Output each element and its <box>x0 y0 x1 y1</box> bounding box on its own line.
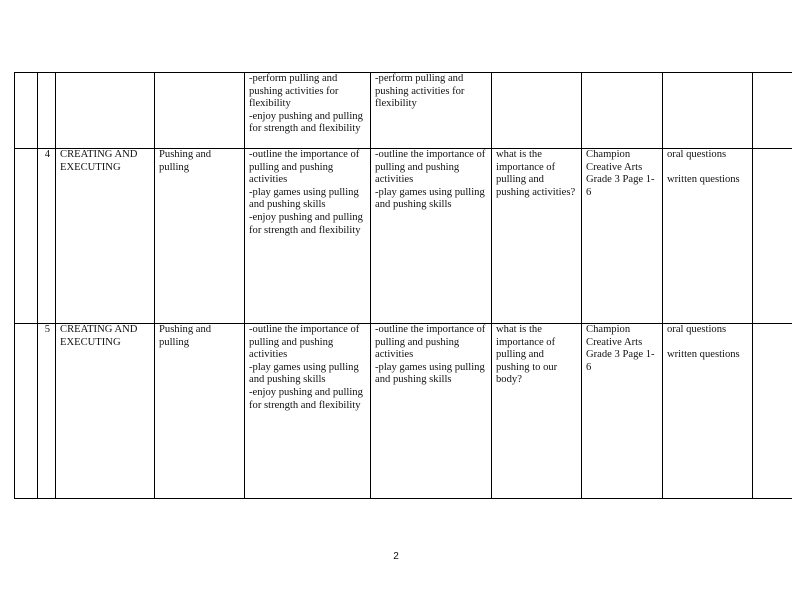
remarks-cell <box>753 73 792 149</box>
learning-outcomes-cell-item: -outline the importance of pulling and pushing activities <box>249 149 360 186</box>
assessment-cell <box>663 149 753 324</box>
strand-cell <box>56 73 155 149</box>
week-cell <box>15 73 38 149</box>
assessment-cell-item: written questions <box>667 349 740 361</box>
resources-cell <box>582 73 663 149</box>
assessment-cell <box>663 324 753 499</box>
learning-experiences-cell-item: -perform pulling and pushing activities for flexibility <box>375 73 465 110</box>
sub-strand-cell <box>155 73 245 149</box>
learning-experiences-cell-item: -outline the importance of pulling and pushing activities <box>375 149 486 186</box>
learning-outcomes-cell-item: -play games using pulling and pushing skills <box>249 361 359 386</box>
learning-outcomes-cell-item: -enjoy pushing and pulling for strength and flexibility <box>249 211 363 236</box>
learning-experiences-cell <box>371 149 492 324</box>
page-number: 2 <box>393 551 399 562</box>
scheme-of-work-table <box>14 72 792 499</box>
learning-experiences-cell-item: -play games using pulling and pushing skills <box>375 186 485 211</box>
week-cell <box>15 149 38 324</box>
strand-cell: CREATING AND EXECUTING <box>56 324 155 499</box>
strand-cell: CREATING AND EXECUTING <box>56 149 155 324</box>
lesson-cell: 5 <box>38 324 56 499</box>
learning-experiences-cell-item: -play games using pulling and pushing skills <box>375 361 485 386</box>
table-row <box>15 73 792 149</box>
assessment-cell-item: written questions <box>667 174 740 186</box>
assessment-cell-item: oral questions <box>667 324 727 335</box>
table-row <box>15 149 792 324</box>
table-row <box>15 324 792 499</box>
learning-outcomes-cell-item: -outline the importance of pulling and pushing activities <box>249 324 360 361</box>
learning-experiences-cell <box>371 73 492 149</box>
learning-outcomes-cell-item: -enjoy pushing and pulling for strength and flexibility <box>249 110 363 135</box>
lesson-cell <box>38 73 56 149</box>
week-cell <box>15 324 38 499</box>
resources-cell: Champion Creative Arts Grade 3 Page 1-6 <box>582 324 663 499</box>
learning-outcomes-cell <box>245 149 371 324</box>
remarks-cell <box>753 149 792 324</box>
inquiry-question-cell: what is the importance of pulling and pushing activities? <box>492 149 582 324</box>
learning-outcomes-cell-item: -perform pulling and pushing activities for flexibility <box>249 73 339 110</box>
resources-cell: Champion Creative Arts Grade 3 Page 1-6 <box>582 149 663 324</box>
learning-outcomes-cell-item: -enjoy pushing and pulling for strength and flexibility <box>249 386 363 411</box>
lesson-cell: 4 <box>38 149 56 324</box>
learning-outcomes-cell <box>245 73 371 149</box>
learning-experiences-cell <box>371 324 492 499</box>
learning-outcomes-cell <box>245 324 371 499</box>
sub-strand-cell: Pushing and pulling <box>155 324 245 499</box>
sub-strand-cell: Pushing and pulling <box>155 149 245 324</box>
inquiry-question-cell: what is the importance of pulling and pushing to our body? <box>492 324 582 499</box>
inquiry-question-cell <box>492 73 582 149</box>
assessment-cell-item: oral questions <box>667 149 727 160</box>
remarks-cell <box>753 324 792 499</box>
learning-experiences-cell-item: -outline the importance of pulling and pushing activities <box>375 324 486 361</box>
learning-outcomes-cell-item: -play games using pulling and pushing skills <box>249 186 359 211</box>
assessment-cell <box>663 73 753 149</box>
